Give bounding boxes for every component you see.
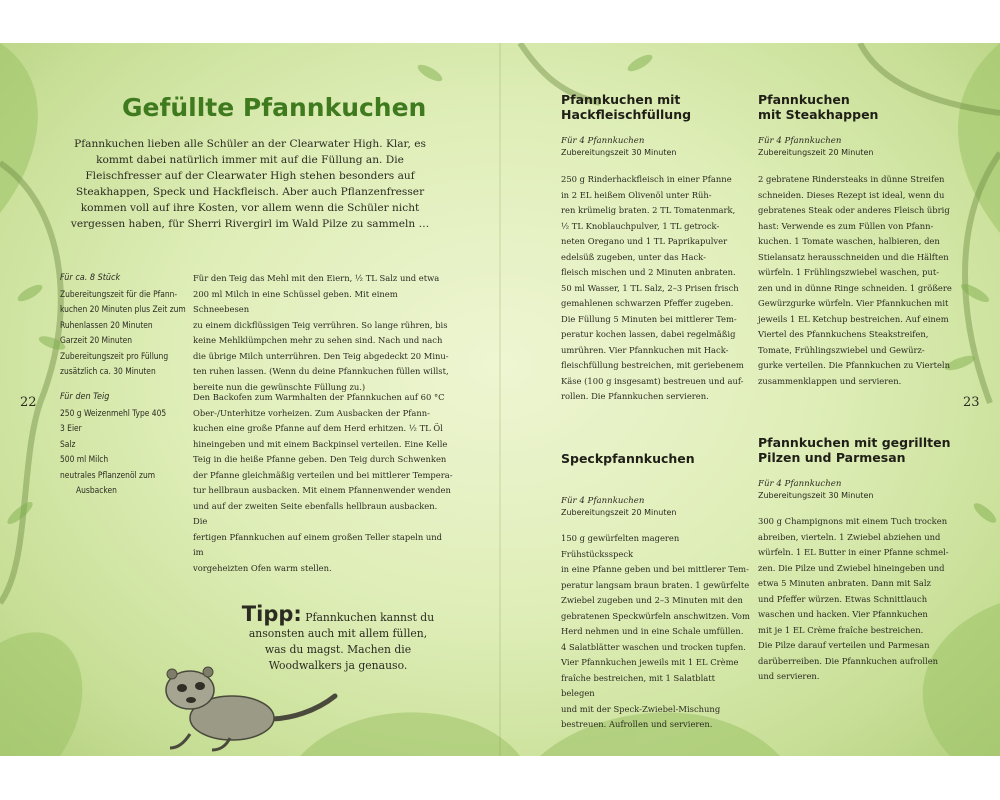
recipe-speck (561, 451, 751, 733)
tip-label: Tipp: (241, 602, 302, 626)
text-line: kuchen eine große Pfanne auf dem Herd erhitzen. ½ TL Öl (193, 423, 443, 433)
title-line: mit Steakhappen (758, 107, 879, 122)
text-line: keine Mehlklümpchen mehr zu sehen sind. Nach und nach (193, 335, 443, 345)
text-line: fleisch mischen und 2 Minuten anbraten. (561, 267, 736, 277)
text-line: 2 gebratene Rindersteaks in dünne Streifen (758, 174, 945, 184)
text-line: bestreuen. Aufrollen und servieren. (561, 719, 713, 729)
text-line: Gewürzgurke würfeln. Vier Pfannkuchen mit (758, 298, 949, 308)
recipe-title (561, 451, 751, 466)
prep-time: Zubereitungszeit 20 Minuten (758, 148, 874, 157)
text-line: umrühren. Vier Pfannkuchen mit Hack- (561, 344, 729, 355)
prep-time: Zubereitungszeit 30 Minuten (561, 148, 677, 157)
text-line: mit je 1 EL Crème fraîche bestreichen. (758, 624, 924, 635)
recipe-steakhappen (758, 92, 958, 389)
text-line: darüberreiben. Die Pfannkuchen aufrollen (758, 655, 939, 666)
text-line: Zwiebel zugeben und 2–3 Minuten mit den (561, 595, 743, 605)
text-line: abreiben, vierteln. 1 Zwiebel abziehen und (758, 531, 941, 542)
text-line: neten Oregano und 1 TL Paprikapulver (561, 236, 728, 246)
text-line: 50 ml Wasser, 1 TL Salz, 2–3 Prisen frisch (561, 282, 739, 293)
text-line: gebratenes Steak oder anderes Fleisch übrig (758, 205, 950, 215)
text-line: rollen. Die Pfannkuchen servieren. (561, 391, 709, 401)
meerkat-illustration (160, 648, 340, 756)
tip-line: ansonsten auch mit allem füllen, (248, 627, 428, 640)
servings-heading: Für ca. 8 Stück (60, 273, 121, 283)
ingredient: Salz (60, 438, 76, 449)
text-line: schneiden. Dieses Rezept ist ideal, wenn du (758, 189, 945, 200)
text-line: zusammenklappen und servieren. (758, 375, 902, 386)
text-line: würfeln. 1 Frühlingszwiebel waschen, put- (758, 267, 940, 277)
text-line: vorgeheizten Ofen warm stellen. (193, 562, 332, 573)
ingredient: 3 Eier (60, 423, 82, 433)
text-line: würfeln. 1 EL Butter in einer Pfanne schmel- (758, 547, 949, 557)
text-line: edelsüß zugeben, unter das Hack- (561, 251, 706, 262)
title-line: Hackfleischfüllung (561, 107, 692, 122)
ingredient: Ausbacken (76, 485, 117, 495)
ingredient: 500 ml Milch (60, 454, 109, 464)
text-line: ren krümelig braten. 2 TL Tomatenmark, (561, 205, 736, 215)
gutter (499, 43, 501, 756)
recipe-hackfleisch (561, 92, 751, 405)
text-line: in eine Pfanne geben und bei mittlerer Tem- (561, 564, 749, 574)
text-line: 150 g gewürfelten mageren Frühstücksspeck (561, 533, 680, 559)
text-line: Die Pilze darauf verteilen und Parmesan (758, 640, 930, 650)
text-line: Vier Pfannkuchen jeweils mit 1 EL Crème (561, 657, 739, 667)
text-line: zu einem dickflüssigen Teig verrühren. So lange rühren, bis (193, 319, 448, 330)
servings: Für 4 Pfannkuchen (758, 479, 842, 489)
text-line: und mit der Speck-Zwiebel-Mischung (561, 703, 721, 714)
text-line: ten ruhen lassen. (Wenn du deine Pfannkuchen füllen willst, (193, 366, 449, 376)
text-line: und auf der zweiten Seite ebenfalls hellbraun ausbacken. Die (193, 500, 438, 526)
text-line: Für den Teig das Mehl mit den Eiern, ½ TL Salz und etwa (193, 273, 440, 283)
text-line: Teig in die heiße Pfanne geben. Den Teig durch Schwenken (193, 454, 447, 464)
text-line: Tomate, Frühlingszwiebel und Gewürz- (758, 344, 925, 355)
dough-heading: Für den Teig (60, 392, 110, 402)
time-line: Garzeit 20 Minuten (60, 335, 133, 345)
text-line: gebratenen Speckwürfeln anschwitzen. Vom (561, 610, 750, 621)
tip-line: Woodwalkers ja genauso. (268, 659, 408, 672)
recipe-body (758, 172, 958, 389)
text-line: etwa 5 Minuten anbraten. Dann mit Salz (758, 578, 931, 588)
text-line: gemahlenen schwarzen Pfeffer zugeben. (561, 298, 734, 308)
title-line: Pfannkuchen (758, 92, 850, 107)
text-line: Ober-/Unterhitze vorheizen. Zum Ausbacken der Pfann- (193, 407, 430, 418)
text-line: 300 g Champignons mit einem Tuch trocken (758, 516, 948, 526)
page-number-right: 23 (963, 395, 980, 410)
recipe-title (758, 92, 958, 122)
recipe-body (561, 531, 751, 733)
prep-time: Zubereitungszeit 20 Minuten (561, 508, 677, 517)
text-line: hineingeben und mit einem Backpinsel verteilen. Eine Kelle (193, 438, 448, 449)
tip-line: Pfannkuchen kannst du (305, 611, 435, 624)
instructions-step-1 (193, 271, 453, 395)
time-line: Ruhenlassen 20 Minuten (60, 319, 153, 330)
ingredient: neutrales Pflanzenöl zum (60, 469, 156, 480)
ingredient: 250 g Weizenmehl Type 405 (60, 407, 167, 418)
text-line: 200 ml Milch in eine Schüssel geben. Mit einem Schneebesen (193, 288, 398, 314)
text-line: zen. Die Pilze und Zwiebel hineingeben und (758, 562, 945, 573)
text-line: fleischfüllung bestreichen, mit geriebenem (561, 360, 744, 370)
book-spread (0, 43, 1000, 756)
intro-text: Pfannkuchen lieben alle Schüler an der Clearwater High. Klar, es kommt dabei natürlich immer mit auf die Füllung an. Die Fleischfresser auf der Clearwater High stehen besonders auf Steakhappen, Speck und Hackfleisch. Aber auch Pflanzenfresser kommen voll auf ihre Kosten, vor allem wenn die Schüler nicht vergessen haben, für Sherri Rivergirl im Wald Pilze zu sammeln … (70, 138, 430, 230)
recipe-meta (60, 271, 190, 380)
text-line: ½ TL Knoblauchpulver, 1 TL getrock- (561, 220, 720, 231)
time-line: Zubereitungszeit für die Pfann- (60, 288, 178, 299)
instructions-step-2 (193, 390, 453, 576)
servings: Für 4 Pfannkuchen (561, 496, 645, 506)
text-line: die übrige Milch unterrühren. Den Teig abgedeckt 20 Minu- (193, 350, 449, 361)
text-line: peratur kochen lassen, dabei regelmäßig (561, 329, 736, 339)
ingredient-list (60, 390, 190, 499)
text-line: zen und in dünne Ringe schneiden. 1 größere (758, 282, 952, 293)
title-line: Speckpfannkuchen (561, 451, 695, 466)
text-line: jeweils 1 EL Ketchup bestreichen. Auf einem (758, 313, 949, 324)
tip-line: was du magst. Machen die (264, 643, 412, 656)
text-line: 250 g Rinderhackfleisch in einer Pfanne (561, 174, 732, 184)
time-line: Zubereitungszeit pro Füllung (60, 350, 169, 361)
text-line: peratur langsam braun braten. 1 gewürfelte (561, 579, 750, 590)
recipe-pilze (758, 435, 968, 685)
page-title: Gefüllte Pfannkuchen (122, 93, 427, 122)
text-line: bereite nun die gewünschte Füllung zu.) (193, 381, 366, 392)
text-line: hast: Verwende es zum Füllen von Pfann- (758, 220, 934, 231)
text-line: fraîche bestreichen, mit 1 Salatblatt belegen (561, 672, 716, 698)
text-line: und servieren. (758, 671, 820, 681)
text-line: Den Backofen zum Warmhalten der Pfannkuchen auf 60 °C (193, 392, 445, 402)
recipe-title (758, 435, 968, 465)
text-line: tur hellbraun ausbacken. Mit einem Pfannenwender wenden (193, 485, 451, 495)
title-line: Pfannkuchen mit gegrillten (758, 435, 951, 450)
text-line: gurke verteilen. Die Pfannkuchen zu Vierteln (758, 360, 950, 370)
title-line: Pfannkuchen mit (561, 92, 681, 107)
title-line: Pilzen und Parmesan (758, 450, 906, 465)
text-line: Stielansatz herausschneiden und die Hälften (758, 251, 949, 262)
recipe-title (561, 92, 751, 122)
text-line: der Pfanne gleichmäßig verteilen und bei mittlerer Tempera- (193, 469, 453, 480)
text-line: 4 Salatblätter waschen und trocken tupfen. (561, 641, 746, 652)
text-line: und Pfeffer würzen. Etwas Schnittlauch (758, 593, 928, 604)
recipe-body (561, 172, 751, 405)
text-line: Die Füllung 5 Minuten bei mittlerer Tem- (561, 313, 737, 324)
text-line: waschen und hacken. Vier Pfannkuchen (758, 609, 928, 619)
text-line: Viertel des Pfannkuchens Steakstreifen, (758, 329, 929, 339)
recipe-body (758, 514, 968, 685)
servings: Für 4 Pfannkuchen (561, 136, 645, 146)
prep-time: Zubereitungszeit 30 Minuten (758, 491, 874, 500)
page-number-left: 22 (20, 395, 37, 410)
text-line: Herd nehmen und in eine Schale umfüllen. (561, 626, 744, 636)
text-line: Käse (100 g insgesamt) bestreuen und auf- (561, 375, 744, 386)
text-line: in 2 EL heißem Olivenöl unter Rüh- (561, 189, 712, 200)
servings: Für 4 Pfannkuchen (758, 136, 842, 146)
text-line: kuchen. 1 Tomate waschen, halbieren, den (758, 236, 940, 246)
time-line: kuchen 20 Minuten plus Zeit zum (60, 304, 186, 314)
text-line: fertigen Pfannkuchen auf einem großen Teller stapeln und im (193, 531, 443, 557)
time-line: zusätzlich ca. 30 Minuten (60, 366, 156, 376)
